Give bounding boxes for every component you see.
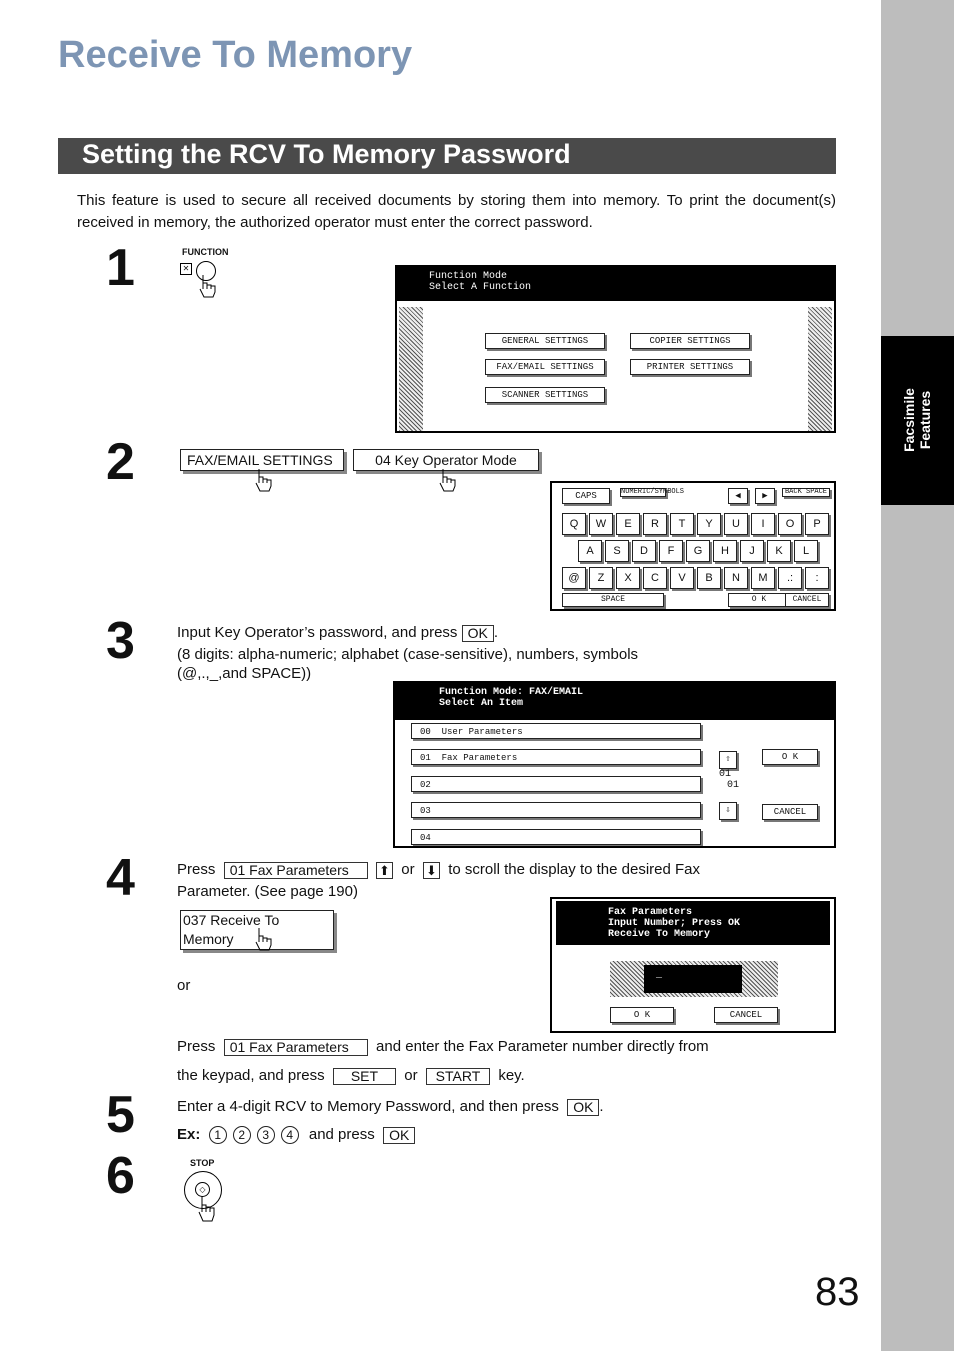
fax-email-settings-button[interactable]: FAX/EMAIL SETTINGS: [485, 359, 605, 375]
key-operator-mode-key[interactable]: 04 Key Operator Mode: [353, 449, 539, 471]
step5-period: .: [599, 1098, 604, 1115]
side-strip: [881, 0, 954, 1351]
keyboard-key[interactable]: P: [805, 513, 829, 535]
number-input-field[interactable]: _: [644, 965, 742, 993]
keyboard-key[interactable]: G: [686, 540, 710, 562]
keyboard-key[interactable]: W: [589, 513, 613, 535]
scroll-down-key-icon[interactable]: ⬇: [423, 862, 440, 879]
screen-header: Function Mode: FAX/EMAIL Select An Item: [395, 683, 834, 720]
step4-or: or: [404, 1067, 418, 1084]
pointing-hand-icon: [437, 469, 463, 493]
pointing-hand-icon: [253, 928, 279, 952]
ok-key[interactable]: OK: [567, 1099, 599, 1116]
step5-and-press: and press: [308, 1126, 375, 1143]
keyboard-key[interactable]: B: [697, 567, 721, 589]
step4-line2: Parameter. (See page 190): [177, 883, 358, 900]
chapter-tab-label: [901, 388, 933, 452]
pointing-hand-icon: [197, 273, 223, 299]
ok-key[interactable]: OK: [383, 1127, 415, 1144]
digit-2-key[interactable]: 2: [233, 1126, 251, 1144]
step4-or-alone: or: [177, 977, 191, 994]
digit-3-key[interactable]: 3: [257, 1126, 275, 1144]
step-number-5: 5: [106, 1086, 135, 1144]
step3-instruction: Input Key Operator’s password, and press: [177, 624, 458, 641]
keyboard-key[interactable]: L: [794, 540, 818, 562]
step5-instruction: Enter a 4-digit RCV to Memory Password, and then press: [177, 1098, 559, 1115]
cursor-right-key[interactable]: ▶: [755, 488, 775, 504]
keyboard-cancel-key[interactable]: CANCEL: [785, 593, 829, 607]
keyboard-key[interactable]: N: [724, 567, 748, 589]
function-key-icon: ✕: [180, 263, 192, 275]
step-number-3: 3: [106, 612, 135, 670]
step4-scroll-text: to scroll the display to the desired Fax: [448, 861, 701, 878]
screen-edge-left: [399, 307, 423, 431]
section-title: Setting the RCV To Memory Password: [82, 139, 571, 169]
pointing-hand-icon: [253, 469, 279, 493]
screen-header: Function Mode Select A Function: [397, 267, 834, 301]
keyboard-key[interactable]: H: [713, 540, 737, 562]
step4-alt-line2: [177, 1066, 525, 1086]
step3-line2: (8 digits: alpha-numeric; alphabet (case-sensitive), numbers, symbols: [177, 646, 639, 663]
step4-alt-line1: [177, 1037, 709, 1057]
keyboard-key[interactable]: A: [578, 540, 602, 562]
example-label: Ex:: [177, 1126, 201, 1143]
keyboard-key[interactable]: X: [616, 567, 640, 589]
step4-press: Press: [177, 861, 216, 878]
caps-key[interactable]: CAPS: [562, 488, 610, 504]
password-keyboard-screen: [550, 481, 836, 611]
printer-settings-button[interactable]: PRINTER SETTINGS: [630, 359, 750, 375]
fax-email-settings-key[interactable]: FAX/EMAIL SETTINGS: [180, 449, 344, 471]
keyboard-key[interactable]: Z: [589, 567, 613, 589]
item-number: 00: [420, 727, 431, 737]
digit-1-key[interactable]: 1: [209, 1126, 227, 1144]
page-number: 83: [815, 1270, 860, 1314]
keyboard-key[interactable]: I: [751, 513, 775, 535]
step4-line1: [177, 860, 700, 880]
function-mode-screen: [395, 265, 836, 433]
scroll-up-key-icon[interactable]: ⬆: [376, 862, 393, 879]
step5-line1: [177, 1097, 604, 1117]
step-number-2: 2: [106, 433, 135, 491]
item-number: 01: [420, 753, 431, 763]
scanner-settings-button[interactable]: SCANNER SETTINGS: [485, 387, 605, 403]
set-key[interactable]: SET: [333, 1068, 396, 1085]
item-row-04[interactable]: [411, 829, 701, 845]
item-row-02[interactable]: [411, 776, 701, 792]
screen-edge-right: [808, 307, 832, 431]
keyboard-key[interactable]: C: [643, 567, 667, 589]
step4-alt-text: and enter the Fax Parameter number directly from: [376, 1038, 709, 1055]
chapter-tab-line2: Features: [917, 390, 933, 450]
ok-key[interactable]: OK: [462, 625, 494, 642]
step-number-4: 4: [106, 849, 135, 907]
back-space-key[interactable]: BACK SPACE: [782, 488, 830, 497]
page-indicator: [719, 769, 739, 791]
cursor-left-key[interactable]: ◀: [728, 488, 748, 504]
fax-parameters-key[interactable]: 01 Fax Parameters: [224, 862, 368, 879]
page-title: Receive To Memory: [58, 34, 413, 76]
screen-cancel-button[interactable]: CANCEL: [762, 804, 818, 820]
keyboard-ok-key[interactable]: O K: [728, 593, 790, 607]
digit-4-key[interactable]: 4: [281, 1126, 299, 1144]
screen-cancel-button[interactable]: CANCEL: [714, 1007, 778, 1023]
keyboard-key[interactable]: R: [643, 513, 667, 535]
step5-example: [177, 1125, 415, 1145]
keyboard-key[interactable]: U: [724, 513, 748, 535]
keyboard-key[interactable]: Y: [697, 513, 721, 535]
item-number: 04: [420, 833, 431, 843]
pointing-hand-icon: [196, 1194, 224, 1226]
space-key[interactable]: SPACE: [562, 593, 664, 607]
scroll-down-icon[interactable]: ⇩: [719, 802, 737, 820]
keyboard-key[interactable]: K: [767, 540, 791, 562]
page-total: 01: [727, 780, 740, 791]
keyboard-key[interactable]: V: [670, 567, 694, 589]
step4-keypad-text: the keypad, and press: [177, 1067, 325, 1084]
step4-press: Press: [177, 1038, 216, 1055]
keyboard-key[interactable]: .:: [778, 567, 802, 589]
step4-or: or: [401, 861, 415, 878]
step3-line3: (@,.,_,and SPACE)): [177, 665, 312, 682]
item-label: Fax Parameters: [441, 753, 518, 763]
general-settings-button[interactable]: GENERAL SETTINGS: [485, 333, 605, 349]
item-label: User Parameters: [441, 727, 523, 737]
fax-parameters-key[interactable]: 01 Fax Parameters: [224, 1039, 368, 1056]
step-number-1: 1: [106, 239, 135, 297]
chapter-tab-line1: Facsimile: [901, 388, 917, 452]
step3-line1: [177, 623, 498, 643]
numeric-symbols-key[interactable]: NUMERIC/SYMBOLS: [621, 488, 685, 496]
stop-button-illustration: [180, 1158, 230, 1228]
keyboard-key[interactable]: Q: [562, 513, 586, 535]
start-key[interactable]: START: [426, 1068, 490, 1085]
stop-button-label: STOP: [190, 1158, 215, 1168]
keyboard-key[interactable]: F: [659, 540, 683, 562]
item-row-00[interactable]: [411, 723, 701, 739]
step4-key-word: key.: [498, 1067, 525, 1084]
keyboard-key[interactable]: E: [616, 513, 640, 535]
keyboard-key[interactable]: D: [632, 540, 656, 562]
item-row-03[interactable]: [411, 802, 701, 818]
intro-paragraph: This feature is used to secure all received documents by storing them into memory. To print the document(s) received in memory, the authorized operator must enter the correct password.: [77, 192, 836, 231]
keyboard-key[interactable]: J: [740, 540, 764, 562]
function-button-label: FUNCTION: [182, 247, 229, 257]
receive-to-memory-key[interactable]: 037 Receive To Memory: [180, 910, 334, 950]
fax-email-item-screen: [393, 681, 836, 848]
scroll-up-icon[interactable]: ⇧: [719, 751, 737, 769]
function-button-illustration: [180, 247, 235, 299]
item-row-01[interactable]: [411, 749, 701, 765]
keyboard-key[interactable]: M: [751, 567, 775, 589]
keyboard-key[interactable]: O: [778, 513, 802, 535]
fax-parameter-input-screen: [550, 897, 836, 1033]
keyboard-key[interactable]: :: [805, 567, 829, 589]
item-number: 03: [420, 806, 431, 816]
step3-period: .: [493, 624, 499, 641]
keyboard-key[interactable]: T: [670, 513, 694, 535]
stop-icon: ◇: [195, 1182, 210, 1197]
item-number: 02: [420, 780, 431, 790]
keyboard-key[interactable]: @: [562, 567, 586, 589]
screen-header: Fax Parameters Input Number; Press OK Receive To Memory: [556, 901, 830, 945]
screen-ok-button[interactable]: O K: [610, 1007, 674, 1023]
copier-settings-button[interactable]: COPIER SETTINGS: [630, 333, 750, 349]
keyboard-key[interactable]: S: [605, 540, 629, 562]
step-number-6: 6: [106, 1147, 135, 1205]
page-current: 01: [719, 769, 732, 780]
screen-ok-button[interactable]: O K: [762, 749, 818, 765]
